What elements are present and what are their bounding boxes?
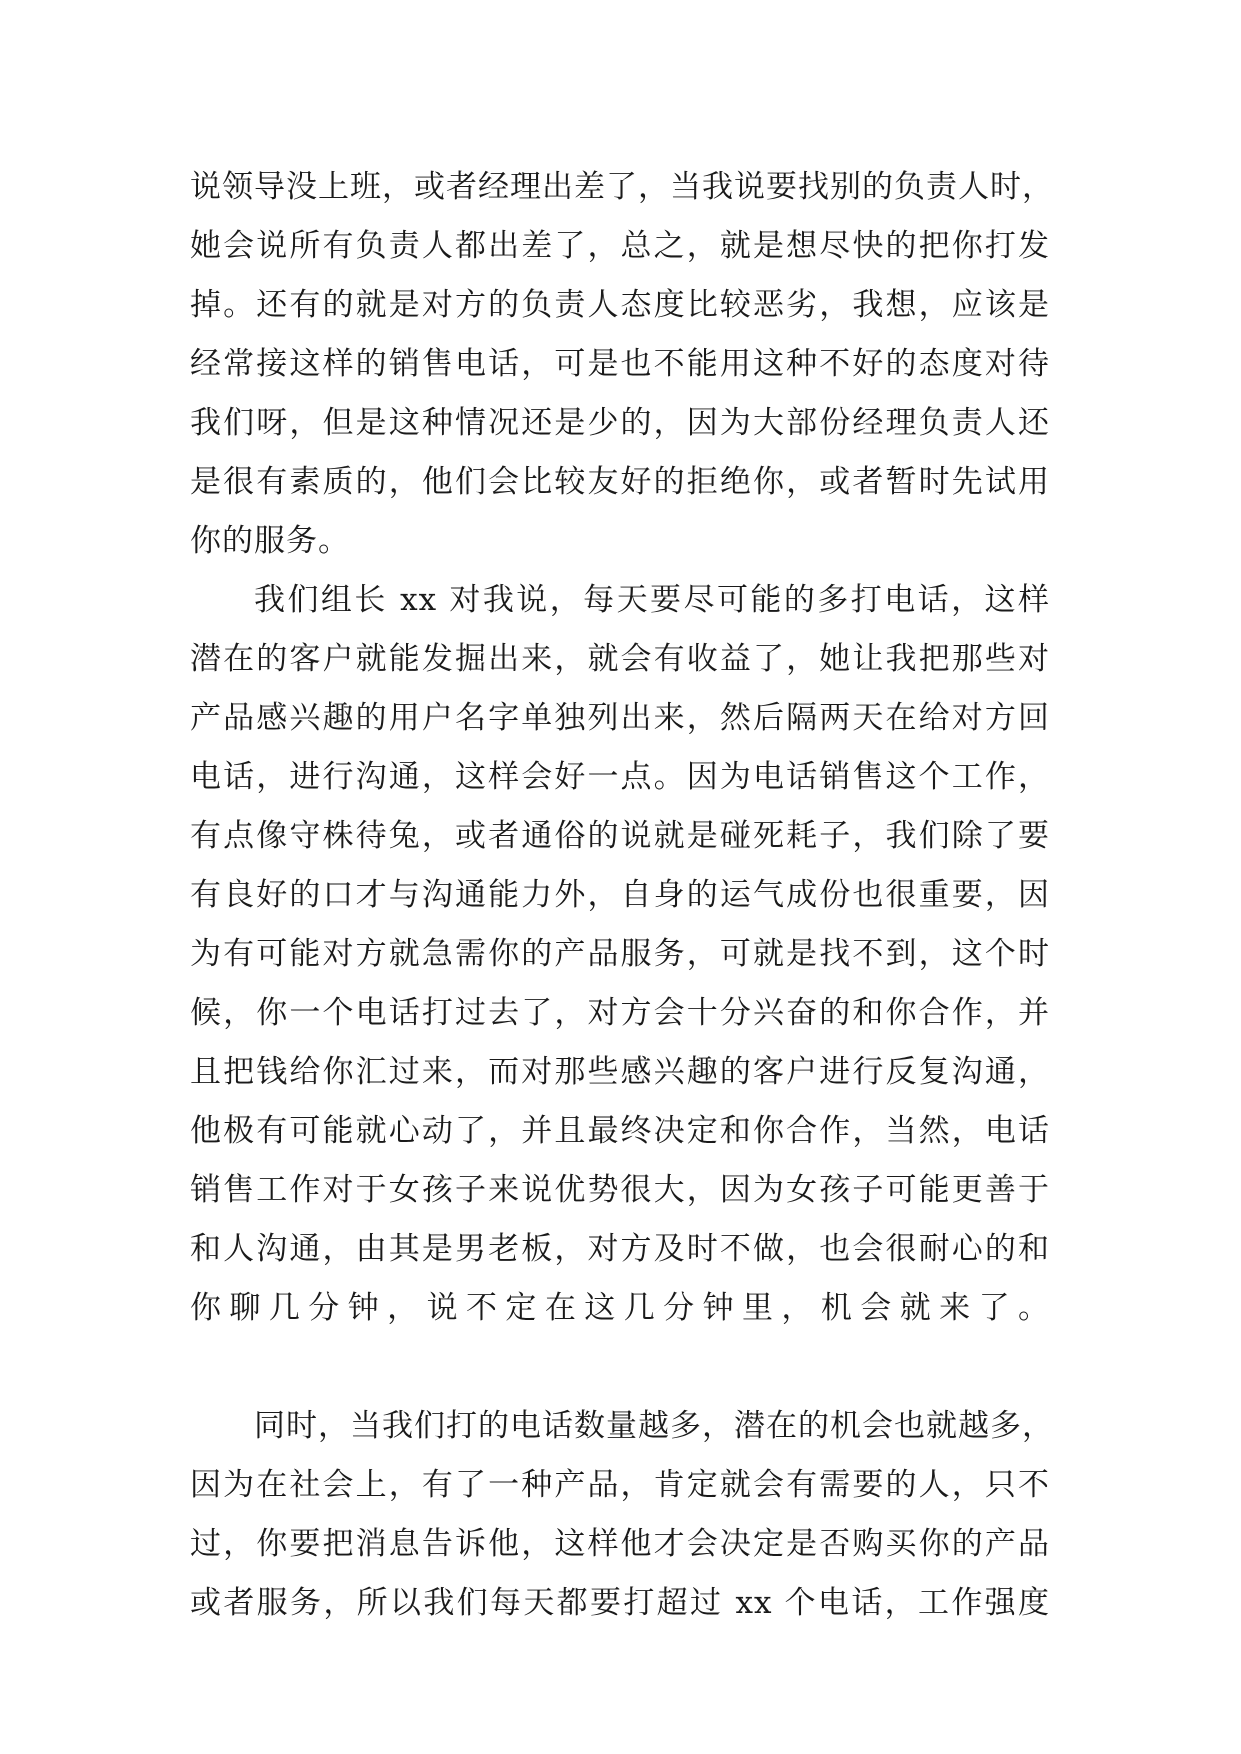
text-line: 你聊几分钟，说不定在这几分钟里，机会就来了。 bbox=[190, 1290, 1050, 1326]
text-line: 有良好的口才与沟通能力外，自身的运气成份也很重要，因 bbox=[190, 877, 1050, 913]
text-line: 有点像守株待兔，或者通俗的说就是碰死耗子，我们除了要 bbox=[190, 818, 1050, 854]
text-line: 和人沟通，由其是男老板，对方及时不做，也会很耐心的和 bbox=[190, 1231, 1050, 1267]
text-line: 他极有可能就心动了，并且最终决定和你合作，当然，电话 bbox=[190, 1113, 1050, 1149]
text-line: 过，你要把消息告诉他，这样他才会决定是否购买你的产品 bbox=[190, 1526, 1050, 1562]
text-line: 掉。还有的就是对方的负责人态度比较恶劣，我想，应该是 bbox=[190, 287, 1050, 323]
text-line: 电话，进行沟通，这样会好一点。因为电话销售这个工作， bbox=[190, 759, 1050, 795]
paragraph-3 bbox=[190, 1397, 1054, 1633]
text-line: 为有可能对方就急需你的产品服务，可就是找不到，这个时 bbox=[190, 936, 1050, 972]
document-body bbox=[190, 158, 1054, 1633]
text-line bbox=[190, 1338, 1050, 1397]
text-line: 她会说所有负责人都出差了，总之，就是想尽快的把你打发 bbox=[190, 228, 1050, 264]
text-line: 你的服务。 bbox=[190, 523, 350, 559]
text-line: 同时，当我们打的电话数量越多，潜在的机会也就越多， bbox=[254, 1408, 1054, 1444]
text-line: 且把钱给你汇过来，而对那些感兴趣的客户进行反复沟通， bbox=[190, 1054, 1050, 1090]
text-line: 潜在的客户就能发掘出来，就会有收益了，她让我把那些对 bbox=[190, 641, 1050, 677]
text-line: 候，你一个电话打过去了，对方会十分兴奋的和你合作，并 bbox=[190, 995, 1050, 1031]
text-line: 销售工作对于女孩子来说优势很大，因为女孩子可能更善于 bbox=[190, 1172, 1050, 1208]
text-line: 是很有素质的，他们会比较友好的拒绝你，或者暂时先试用 bbox=[190, 464, 1050, 500]
text-line: 我们组长 xx 对我说，每天要尽可能的多打电话，这样 bbox=[254, 582, 1050, 618]
text-line: 或者服务，所以我们每天都要打超过 xx 个电话，工作强度 bbox=[190, 1585, 1050, 1621]
text-line: 因为在社会上，有了一种产品，肯定就会有需要的人，只不 bbox=[190, 1467, 1050, 1503]
text-line: 产品感兴趣的用户名字单独列出来，然后隔两天在给对方回 bbox=[190, 700, 1050, 736]
paragraph-1 bbox=[190, 158, 1054, 571]
text-line: 经常接这样的销售电话，可是也不能用这种不好的态度对待 bbox=[190, 346, 1050, 382]
text-line: 我们呀，但是这种情况还是少的，因为大部份经理负责人还 bbox=[190, 405, 1050, 441]
paragraph-2 bbox=[190, 571, 1050, 1397]
text-line: 说领导没上班，或者经理出差了，当我说要找别的负责人时， bbox=[190, 169, 1054, 205]
